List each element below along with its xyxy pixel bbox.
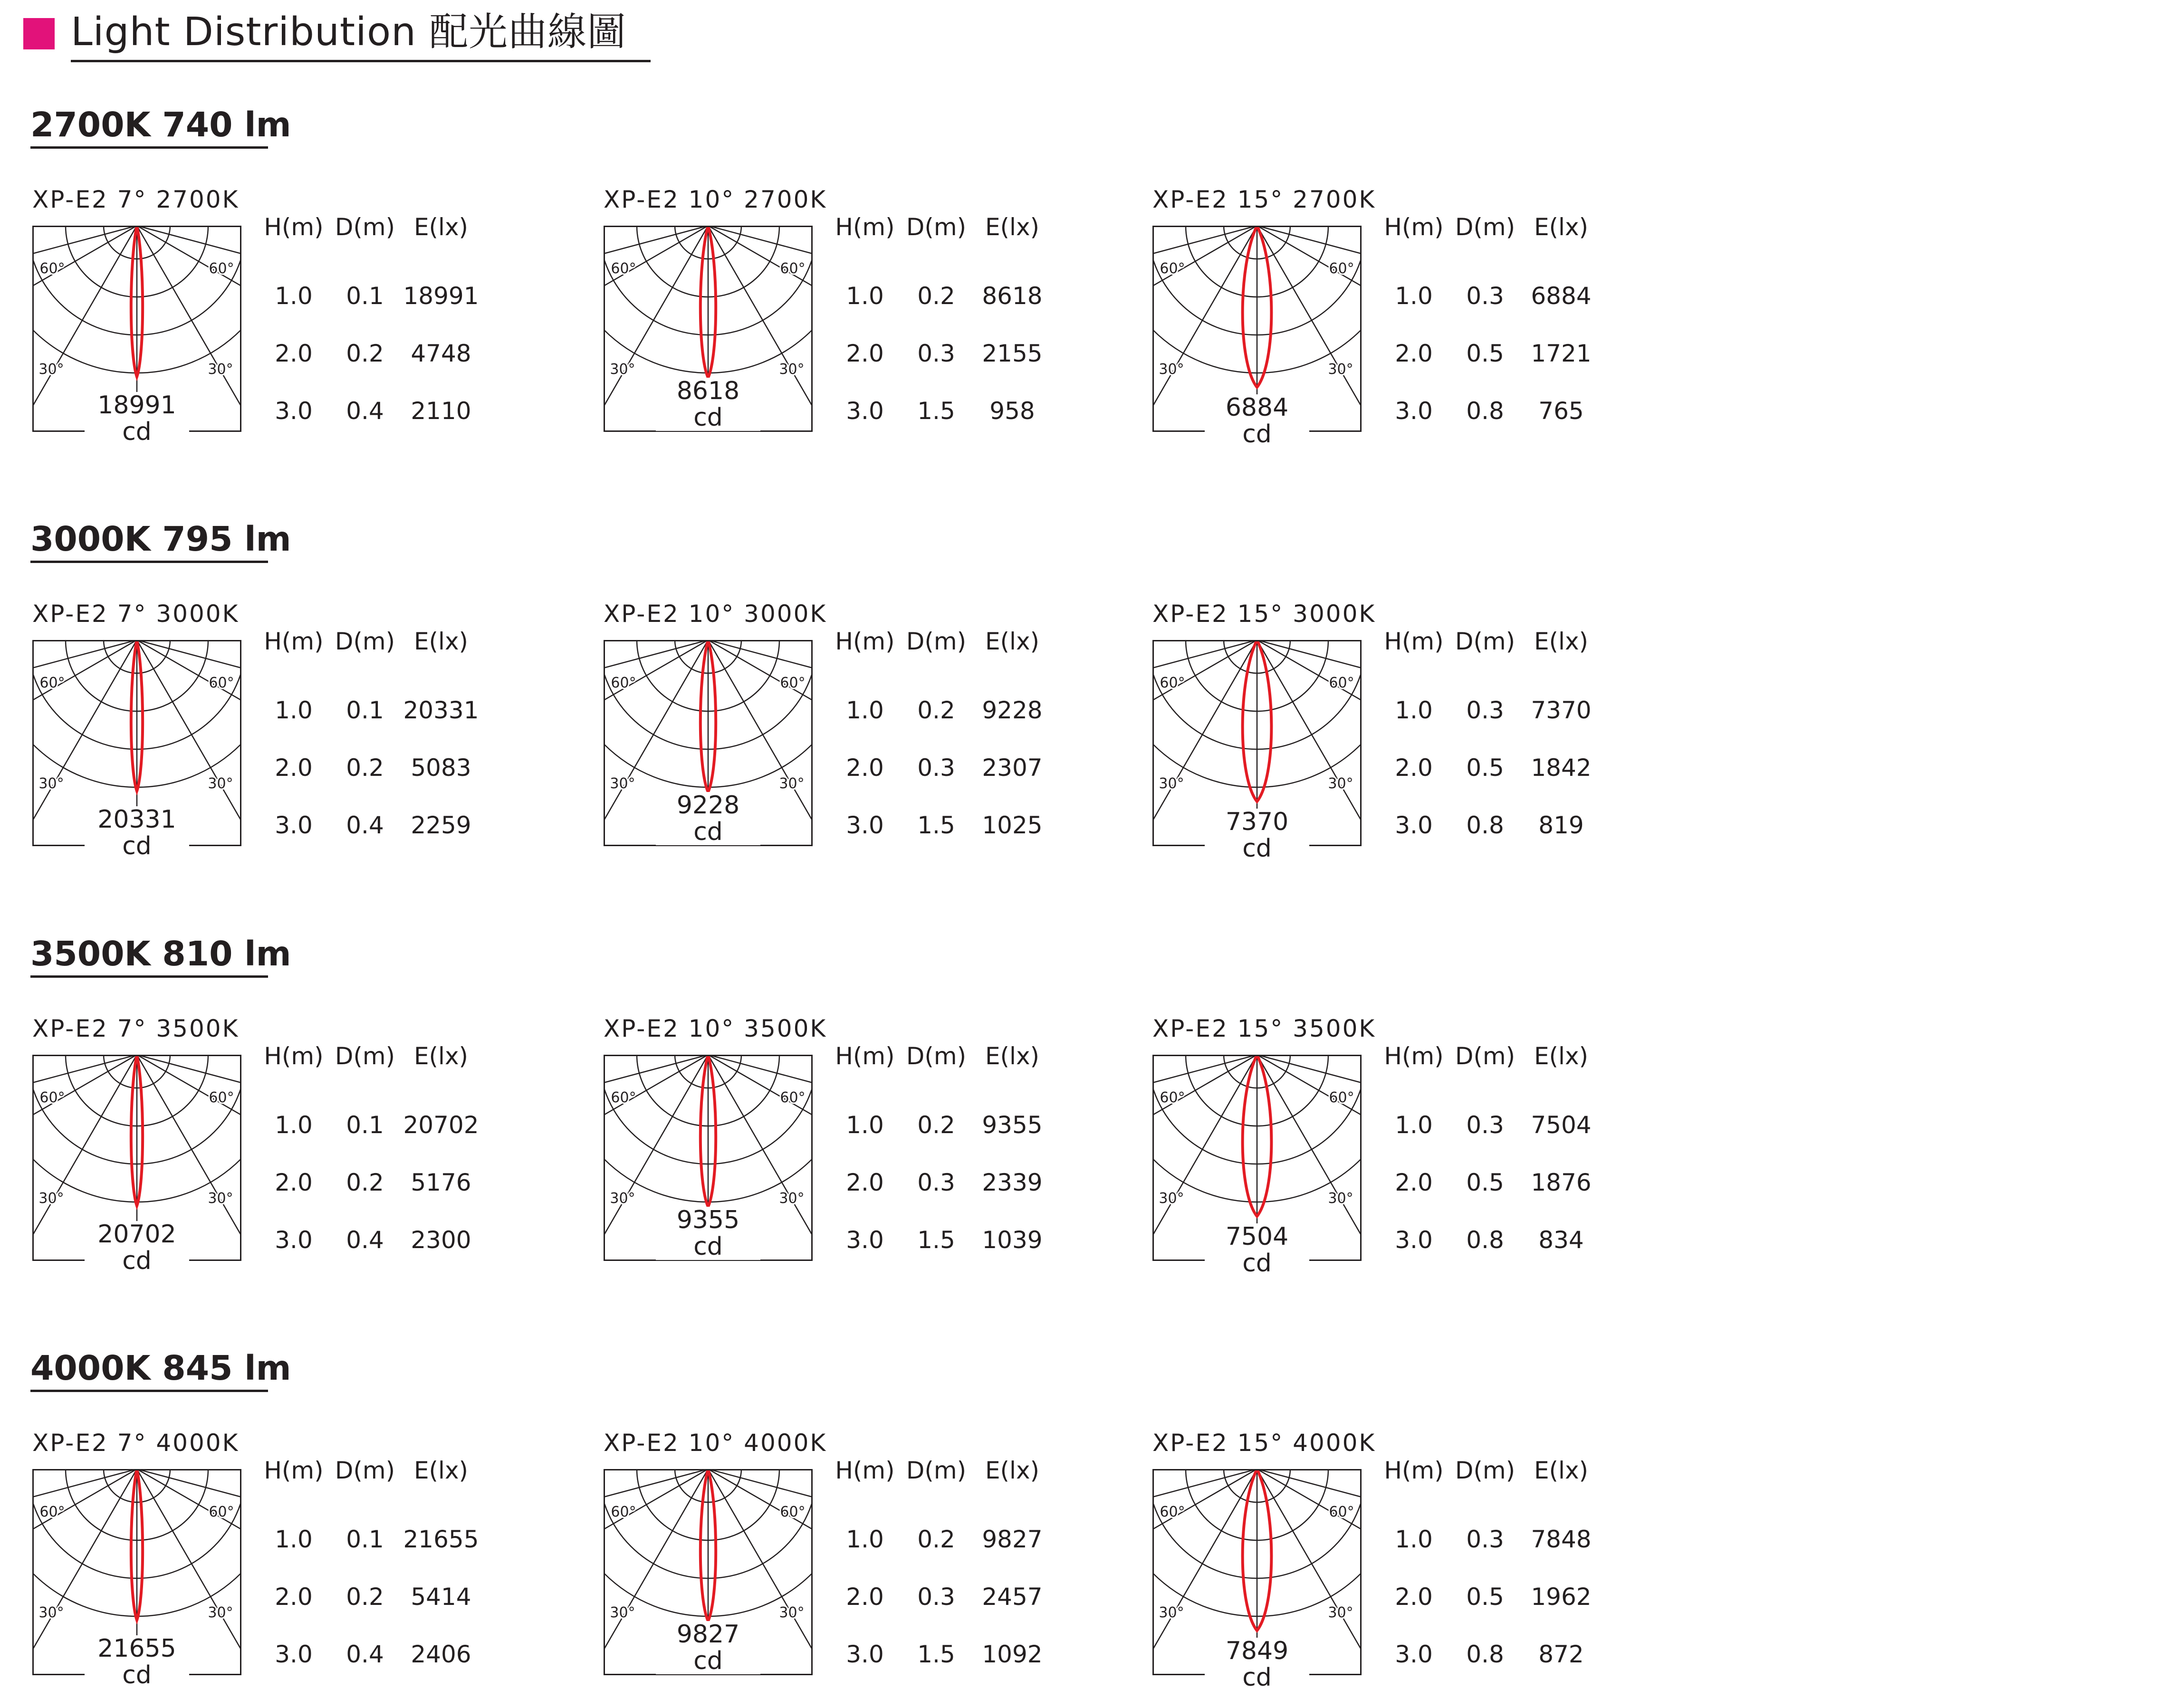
table-cell: 0.2 [346, 1169, 384, 1196]
table-header: H(m) [835, 628, 895, 655]
angle-label: 60° [1329, 1089, 1354, 1106]
peak-intensity: 9355 cd [656, 1207, 760, 1260]
table-header: E(lx) [985, 213, 1040, 241]
angle-label: 30° [779, 775, 805, 792]
polar-diagram [1152, 1469, 1362, 1692]
angle-label: 60° [611, 675, 636, 691]
polar-spoke [32, 1055, 137, 1197]
page-title: Light Distribution 配光曲線圖 [71, 10, 627, 55]
angle-label: 30° [1328, 361, 1353, 378]
polar-spoke [708, 1055, 813, 1197]
polar-spoke [1152, 1055, 1257, 1197]
table-cell: 1.5 [917, 1641, 955, 1668]
table-cell: 8618 [982, 282, 1043, 310]
table-cell: 3.0 [275, 811, 313, 839]
section-heading: 2700K 740 lm [30, 105, 268, 149]
distribution-card [1152, 1014, 1723, 1280]
card-label: XP-E2 15° 3500K [1152, 1015, 1376, 1042]
table-cell: 1.5 [917, 1226, 955, 1254]
table-cell: 0.3 [917, 754, 955, 782]
table-header: D(m) [335, 1457, 395, 1484]
table-cell: 0.2 [346, 754, 384, 782]
table-cell: 5083 [411, 754, 471, 782]
angle-label: 30° [208, 1604, 233, 1621]
table-cell: 0.2 [917, 1111, 955, 1139]
table-cell: 1039 [982, 1226, 1043, 1254]
polar-diagram [32, 226, 241, 446]
table-cell: 3.0 [275, 397, 313, 425]
peak-intensity: 21655 cd [85, 1635, 189, 1689]
table-cell: 0.5 [1466, 754, 1504, 782]
table-header: H(m) [835, 213, 895, 241]
polar-diagram [32, 640, 241, 860]
table-cell: 1.5 [917, 397, 955, 425]
angle-label: 60° [209, 1504, 234, 1520]
table-header: H(m) [264, 1457, 324, 1484]
table-cell: 1.0 [275, 282, 313, 310]
polar-spoke [1257, 1469, 1362, 1612]
table-header: H(m) [1384, 1042, 1444, 1070]
angle-label: 30° [38, 361, 64, 378]
polar-spoke [32, 640, 137, 782]
table-cell: 7370 [1531, 697, 1592, 724]
table-header: E(lx) [413, 213, 469, 241]
card-label: XP-E2 10° 4000K [604, 1429, 827, 1457]
polar-spoke [1257, 1055, 1362, 1197]
distribution-card [604, 185, 1174, 451]
card-label: XP-E2 10° 2700K [604, 186, 827, 213]
table-cell: 3.0 [846, 397, 884, 425]
card-label: XP-E2 10° 3000K [604, 600, 827, 628]
table-cell: 3.0 [1395, 397, 1433, 425]
section-heading: 3500K 810 lm [30, 934, 268, 978]
polar-diagram [604, 640, 813, 846]
angle-label: 60° [1329, 675, 1354, 691]
angle-label: 60° [209, 675, 234, 691]
table-cell: 7848 [1531, 1526, 1592, 1553]
angle-label: 30° [1159, 361, 1184, 378]
card-label: XP-E2 15° 4000K [1152, 1429, 1376, 1457]
table-header: H(m) [264, 628, 324, 655]
table-cell: 0.5 [1466, 1169, 1504, 1196]
table-cell: 2259 [411, 811, 471, 839]
table-cell: 0.2 [346, 1583, 384, 1611]
peak-intensity: 20331 cd [85, 806, 189, 859]
peak-intensity: 20702 cd [85, 1221, 189, 1274]
distribution-card [604, 1014, 1174, 1280]
table-header: D(m) [1455, 213, 1516, 241]
angle-label: 30° [208, 775, 233, 792]
table-cell: 1.0 [846, 1526, 884, 1553]
table-cell: 0.1 [346, 282, 384, 310]
distribution-card [1152, 600, 1723, 866]
angle-label: 60° [1329, 260, 1354, 277]
peak-intensity: 9228 cd [656, 792, 760, 845]
section-heading: 3000K 795 lm [30, 519, 268, 563]
polar-spoke [1152, 226, 1257, 368]
polar-spoke [1152, 640, 1257, 782]
table-cell: 7504 [1531, 1111, 1592, 1139]
table-cell: 819 [1538, 811, 1584, 839]
table-cell: 2.0 [846, 340, 884, 367]
section-heading: 4000K 845 lm [30, 1348, 268, 1392]
distribution-card [1152, 185, 1723, 451]
polar-spoke [604, 1055, 708, 1197]
polar-diagram [32, 1055, 241, 1275]
table-cell: 2.0 [846, 1169, 884, 1196]
table-header: E(lx) [1534, 213, 1589, 241]
card-label: XP-E2 7° 2700K [32, 186, 240, 213]
table-cell: 872 [1538, 1641, 1584, 1668]
table-header: E(lx) [413, 628, 469, 655]
angle-label: 30° [610, 1190, 635, 1207]
distribution-card [604, 600, 1174, 866]
angle-label: 30° [779, 1190, 805, 1207]
table-cell: 1962 [1531, 1583, 1592, 1611]
table-cell: 0.8 [1466, 1641, 1504, 1668]
table-cell: 0.4 [346, 1226, 384, 1254]
table-header: D(m) [906, 628, 967, 655]
table-cell: 1.0 [1395, 1526, 1433, 1553]
angle-label: 60° [39, 260, 65, 277]
table-cell: 0.5 [1466, 1583, 1504, 1611]
accent-square [23, 18, 55, 49]
angle-label: 60° [1160, 260, 1185, 277]
table-cell: 2155 [982, 340, 1043, 367]
table-cell: 4748 [411, 340, 471, 367]
table-cell: 5176 [411, 1169, 471, 1196]
table-cell: 21655 [403, 1526, 479, 1553]
table-header: E(lx) [985, 628, 1040, 655]
angle-label: 60° [209, 260, 234, 277]
card-label: XP-E2 7° 3000K [32, 600, 240, 628]
polar-spoke [1257, 640, 1362, 782]
angle-label: 30° [610, 361, 635, 378]
table-cell: 765 [1538, 397, 1584, 425]
peak-intensity: 9827 cd [656, 1621, 760, 1674]
angle-label: 30° [208, 361, 233, 378]
polar-spoke [32, 226, 137, 368]
table-cell: 0.5 [1466, 340, 1504, 367]
table-header: H(m) [264, 213, 324, 241]
distribution-card [32, 1014, 603, 1280]
table-cell: 0.1 [346, 1526, 384, 1553]
table-cell: 2339 [982, 1169, 1043, 1196]
peak-intensity: 6884 cd [1205, 394, 1309, 448]
angle-label: 60° [780, 675, 806, 691]
table-cell: 2.0 [846, 754, 884, 782]
table-header: D(m) [335, 1042, 395, 1070]
table-cell: 2307 [982, 754, 1043, 782]
angle-label: 60° [611, 1504, 636, 1520]
polar-spoke [1152, 1469, 1257, 1612]
table-header: D(m) [1455, 628, 1516, 655]
table-cell: 9228 [982, 697, 1043, 724]
table-header: E(lx) [985, 1457, 1040, 1484]
angle-label: 30° [610, 775, 635, 792]
polar-spoke [137, 1469, 241, 1612]
angle-label: 30° [1328, 1604, 1353, 1621]
table-cell: 834 [1538, 1226, 1584, 1254]
polar-diagram [32, 1469, 241, 1689]
distribution-card [604, 1429, 1174, 1695]
table-cell: 3.0 [275, 1641, 313, 1668]
table-header: H(m) [1384, 628, 1444, 655]
table-cell: 1.0 [275, 1111, 313, 1139]
table-cell: 0.3 [1466, 282, 1504, 310]
angle-label: 30° [208, 1190, 233, 1207]
table-cell: 2.0 [275, 1169, 313, 1196]
table-header: H(m) [1384, 213, 1444, 241]
polar-diagram [1152, 226, 1362, 448]
table-cell: 1.5 [917, 811, 955, 839]
table-cell: 2.0 [275, 1583, 313, 1611]
peak-intensity: 7849 cd [1205, 1638, 1309, 1691]
angle-label: 60° [39, 1089, 65, 1106]
peak-intensity: 18991 cd [85, 392, 189, 445]
table-cell: 958 [989, 397, 1035, 425]
table-header: E(lx) [985, 1042, 1040, 1070]
table-cell: 2110 [411, 397, 471, 425]
table-cell: 0.8 [1466, 397, 1504, 425]
table-cell: 3.0 [846, 811, 884, 839]
card-label: XP-E2 15° 2700K [1152, 186, 1376, 213]
angle-label: 60° [1329, 1504, 1354, 1520]
table-cell: 0.2 [346, 340, 384, 367]
table-cell: 1.0 [1395, 697, 1433, 724]
polar-spoke [708, 640, 813, 782]
table-cell: 0.3 [1466, 1111, 1504, 1139]
table-header: D(m) [906, 1457, 967, 1484]
table-cell: 0.4 [346, 811, 384, 839]
table-cell: 3.0 [1395, 811, 1433, 839]
angle-label: 60° [611, 260, 636, 277]
table-header: E(lx) [413, 1457, 469, 1484]
angle-label: 60° [209, 1089, 234, 1106]
angle-label: 60° [1160, 675, 1185, 691]
distribution-card [1152, 1429, 1723, 1695]
peak-intensity: 8618 cd [656, 378, 760, 431]
table-cell: 3.0 [846, 1226, 884, 1254]
table-cell: 0.2 [917, 282, 955, 310]
angle-label: 30° [38, 1190, 64, 1207]
angle-label: 60° [780, 1089, 806, 1106]
polar-spoke [1257, 226, 1362, 368]
angle-label: 60° [39, 1504, 65, 1520]
table-cell: 3.0 [1395, 1226, 1433, 1254]
table-cell: 2457 [982, 1583, 1043, 1611]
peak-intensity: 7504 cd [1205, 1223, 1309, 1277]
card-label: XP-E2 7° 4000K [32, 1429, 240, 1457]
table-header: H(m) [835, 1457, 895, 1484]
table-cell: 0.4 [346, 1641, 384, 1668]
polar-spoke [32, 1469, 137, 1612]
angle-label: 30° [1159, 775, 1184, 792]
table-cell: 20331 [403, 697, 479, 724]
table-cell: 6884 [1531, 282, 1592, 310]
polar-spoke [708, 1469, 813, 1612]
table-header: H(m) [1384, 1457, 1444, 1484]
table-cell: 0.3 [917, 340, 955, 367]
table-cell: 2.0 [846, 1583, 884, 1611]
polar-spoke [604, 226, 708, 368]
polar-spoke [137, 640, 241, 782]
title-underline [71, 60, 651, 62]
table-cell: 2300 [411, 1226, 471, 1254]
angle-label: 30° [610, 1604, 635, 1621]
polar-spoke [604, 1469, 708, 1612]
table-cell: 0.4 [346, 397, 384, 425]
card-label: XP-E2 7° 3500K [32, 1015, 240, 1042]
table-cell: 1876 [1531, 1169, 1592, 1196]
table-cell: 3.0 [846, 1641, 884, 1668]
angle-label: 60° [611, 1089, 636, 1106]
table-cell: 2.0 [275, 340, 313, 367]
table-cell: 2406 [411, 1641, 471, 1668]
table-cell: 1.0 [846, 1111, 884, 1139]
table-cell: 3.0 [275, 1226, 313, 1254]
table-cell: 0.3 [917, 1169, 955, 1196]
table-cell: 0.8 [1466, 1226, 1504, 1254]
angle-label: 30° [1159, 1604, 1184, 1621]
angle-label: 60° [39, 675, 65, 691]
table-cell: 2.0 [1395, 1583, 1433, 1611]
card-label: XP-E2 15° 3000K [1152, 600, 1376, 628]
table-cell: 3.0 [1395, 1641, 1433, 1668]
table-header: H(m) [264, 1042, 324, 1070]
table-cell: 1.0 [846, 697, 884, 724]
table-cell: 1842 [1531, 754, 1592, 782]
table-header: E(lx) [413, 1042, 469, 1070]
table-cell: 0.1 [346, 697, 384, 724]
angle-label: 60° [780, 1504, 806, 1520]
polar-spoke [708, 226, 813, 368]
card-label: XP-E2 10° 3500K [604, 1015, 827, 1042]
table-cell: 0.2 [917, 697, 955, 724]
distribution-card [32, 185, 603, 451]
table-cell: 1.0 [846, 282, 884, 310]
table-cell: 1.0 [1395, 282, 1433, 310]
polar-diagram [604, 1055, 813, 1261]
table-cell: 2.0 [1395, 1169, 1433, 1196]
polar-diagram [1152, 1055, 1362, 1278]
table-header: D(m) [1455, 1042, 1516, 1070]
table-cell: 18991 [403, 282, 479, 310]
table-header: H(m) [835, 1042, 895, 1070]
table-cell: 5414 [411, 1583, 471, 1611]
angle-label: 60° [1160, 1504, 1185, 1520]
table-cell: 1.0 [275, 1526, 313, 1553]
polar-spoke [137, 226, 241, 368]
table-cell: 2.0 [275, 754, 313, 782]
table-cell: 20702 [403, 1111, 479, 1139]
angle-label: 30° [38, 1604, 64, 1621]
table-cell: 9827 [982, 1526, 1043, 1553]
table-header: E(lx) [1534, 1042, 1589, 1070]
angle-label: 60° [1160, 1089, 1185, 1106]
table-cell: 9355 [982, 1111, 1043, 1139]
angle-label: 30° [1328, 1190, 1353, 1207]
table-cell: 0.3 [1466, 1526, 1504, 1553]
polar-diagram [604, 226, 813, 432]
peak-intensity: 7370 cd [1205, 809, 1309, 862]
polar-spoke [604, 640, 708, 782]
table-cell: 1721 [1531, 340, 1592, 367]
polar-diagram [604, 1469, 813, 1675]
table-cell: 2.0 [1395, 340, 1433, 367]
angle-label: 60° [780, 260, 806, 277]
polar-diagram [1152, 640, 1362, 863]
angle-label: 30° [779, 1604, 805, 1621]
table-header: D(m) [335, 213, 395, 241]
table-header: E(lx) [1534, 628, 1589, 655]
table-cell: 1.0 [1395, 1111, 1433, 1139]
angle-label: 30° [779, 361, 805, 378]
table-header: D(m) [906, 1042, 967, 1070]
distribution-card [32, 600, 603, 866]
table-cell: 0.8 [1466, 811, 1504, 839]
table-header: D(m) [335, 628, 395, 655]
table-cell: 0.3 [917, 1583, 955, 1611]
table-header: D(m) [1455, 1457, 1516, 1484]
angle-label: 30° [1328, 775, 1353, 792]
table-cell: 1092 [982, 1641, 1043, 1668]
table-cell: 0.2 [917, 1526, 955, 1553]
distribution-card [32, 1429, 603, 1695]
angle-label: 30° [38, 775, 64, 792]
table-cell: 1025 [982, 811, 1043, 839]
table-cell: 0.1 [346, 1111, 384, 1139]
angle-label: 30° [1159, 1190, 1184, 1207]
polar-spoke [137, 1055, 241, 1197]
table-cell: 1.0 [275, 697, 313, 724]
table-cell: 2.0 [1395, 754, 1433, 782]
table-cell: 0.3 [1466, 697, 1504, 724]
table-header: D(m) [906, 213, 967, 241]
table-header: E(lx) [1534, 1457, 1589, 1484]
